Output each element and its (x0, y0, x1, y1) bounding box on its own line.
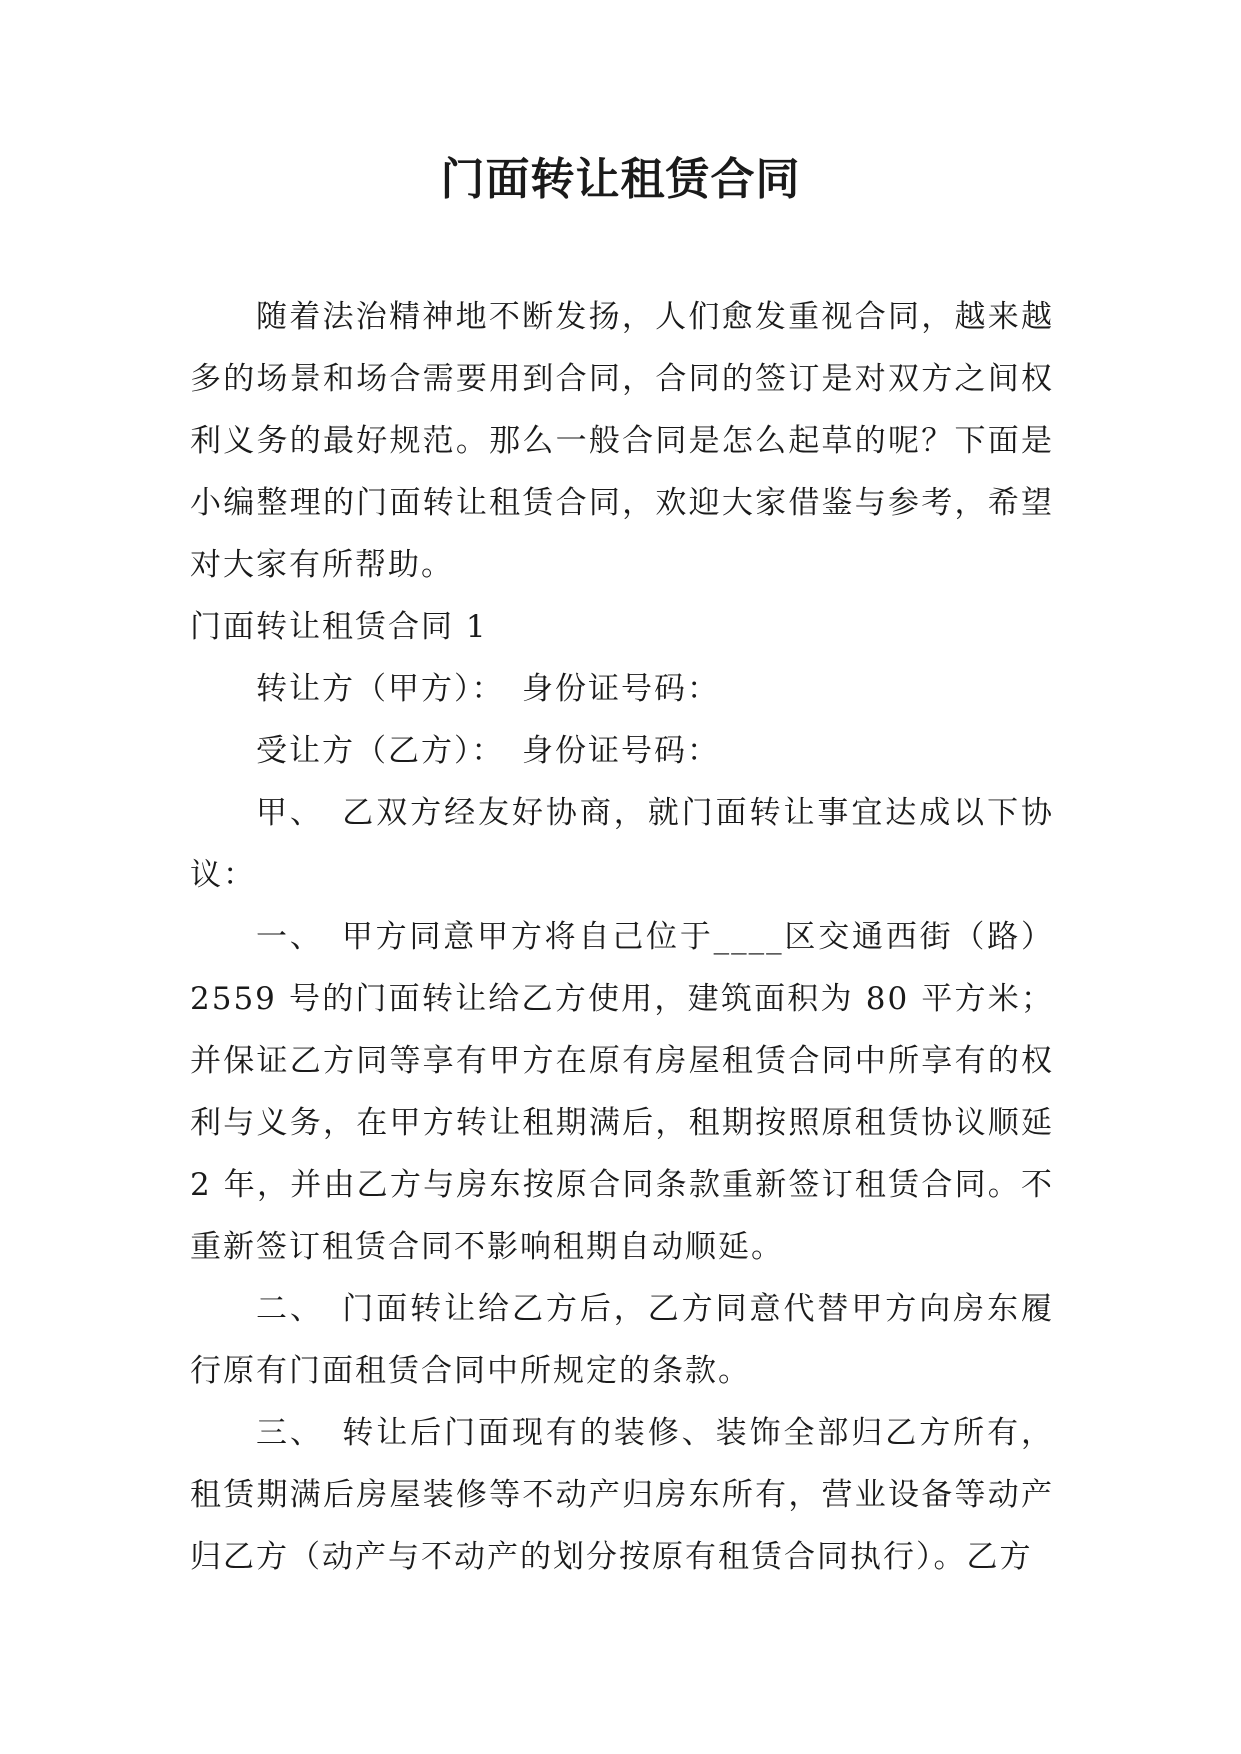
intro-paragraph: 随着法治精神地不断发扬，人们愈发重视合同，越来越多的场景和场合需要用到合同，合同的签订是对双方之间权利义务的最好规范。那么一般合同是怎么起草的呢？下面是小编整理的门面转让租赁合同，欢迎大家借鉴与参考，希望对大家有所帮助。 (190, 299, 1054, 583)
document-body (190, 286, 1054, 1588)
document-title: 门面转让租赁合同 (440, 154, 801, 205)
clause-2: 二、 门面转让给乙方后，乙方同意代替甲方向房东履行原有门面租赁合同中所规定的条款。 (190, 1291, 1054, 1389)
party-b-line: 受让方（乙方）： 身份证号码： (256, 733, 720, 769)
party-a-line: 转让方（甲方）： 身份证号码： (256, 671, 720, 707)
clause-1: 一、 甲方同意甲方将自己位于____区交通西街（路）2559 号的门面转让给乙方使用，建筑面积为 80 平方米；并保证乙方同等享有甲方在原有房屋租赁合同中所享有的权利与义务，在甲方转让租期满后，租期按照原租赁协议顺延 2 年，并由乙方与房东按原合同条款重新签订租赁合同。不重新签订租赁合同不影响租期自动顺延。 (190, 919, 1054, 1265)
section-heading: 门面转让租赁合同 1 (190, 609, 488, 645)
preamble-paragraph: 甲、 乙双方经友好协商，就门面转让事宜达成以下协议： (190, 795, 1054, 893)
clause-3: 三、 转让后门面现有的装修、装饰全部归乙方所有，租赁期满后房屋装修等不动产归房东所有，营业设备等动产归乙方（动产与不动产的划分按原有租赁合同执行）。乙方 (190, 1415, 1054, 1575)
